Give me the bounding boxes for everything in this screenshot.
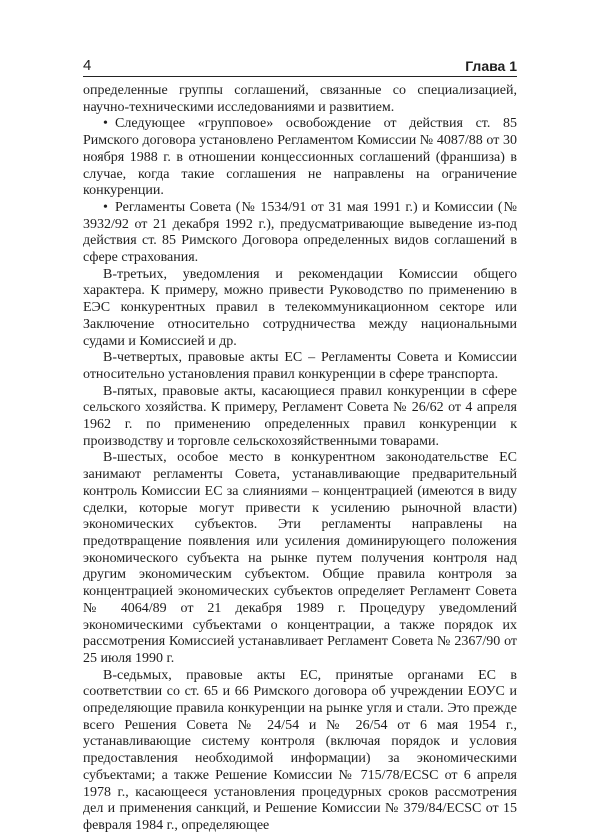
- paragraph: В-третьих, уведомления и рекомендации Комиссии общего характера. К примеру, можно привести Руководство по применению в ЕЭС конкурентных правил в телекоммуникационном секторе или Заключение относительно сотрудничества между национальными судами и Комиссией и др.: [83, 266, 517, 349]
- body-text: [83, 83, 517, 835]
- paragraph: В-шестых, особое место в конкурентном законодательстве ЕС занимают регламенты Совета, устанавливающие предварительный контроль Комиссии ЕС за слияниями – концентрацией (имеются в виду сделки, которые могут привести к усилению рыночной власти) экономических субъектов. Эти регламенты направлены на предотвращение появления или усиления доминирующего положения экономического субъекта на рынке путем получения контроля над другим экономическим субъектом. Общие правила контроля за концентрацией экономических субъектов определяет Регламент Совета № 4064/89 от 21 декабря 1989 г. Процедуру уведомлений экономическими субъектами о концентрации, а также порядок их рассмотрения Комиссией устанавливает Регламент Совета № 2367/90 от 25 июля 1990 г.: [83, 450, 517, 666]
- bullet-text: Следующее «групповое» освобождение от действия ст. 85 Римского договора установлено Регламентом Комиссии № 4087/88 от 30 ноября 1988 г. в отношении концессионных соглашений (франшиза) в случае, когда такие соглашения не направлены на ограничение конкуренции.: [83, 116, 517, 199]
- bullet-paragraph: [83, 200, 517, 267]
- paragraph-continuation: определенные группы соглашений, связанные со специализацией, научно-техническими исследованиями и развитием.: [83, 83, 517, 115]
- running-header: [83, 52, 517, 74]
- bullet-icon: •: [103, 199, 108, 215]
- header-rule: [83, 76, 517, 77]
- bullet-paragraph: [83, 116, 517, 200]
- paragraph: В-пятых, правовые акты, касающиеся правил конкуренции в сфере сельского хозяйства. К примеру, Регламент Совета № 26/62 от 4 апреля 1962 г. по применению определенных правил конкуренции к производству и торговле сельскохозяйственными товарами.: [83, 383, 517, 449]
- page-number: 4: [83, 57, 92, 74]
- paragraph: В-четвертых, правовые акты ЕС – Регламенты Совета и Комиссии относительно установления правил конкуренции в сфере транспорта.: [83, 350, 517, 382]
- bullet-text: Регламенты Совета (№ 1534/91 от 31 мая 1991 г.) и Комиссии (№ 3932/92 от 21 декабря 1992 г.), предусматривающие выведение из-под действия ст. 85 Римского Договора определенных видов соглашений в сфере страхования.: [83, 199, 517, 266]
- bullet-icon: •: [103, 116, 108, 132]
- paragraph: В-седьмых, правовые акты ЕС, принятые органами ЕС в соответствии со ст. 65 и 66 Римского договора об учреждении ЕОУС и определяющие правила конкуренции на рынке угля и стали. Это прежде всего Решения Совета № 24/54 и № 26/54 от 6 мая 1954 г., устанавливающие систему контроля (включая порядок и условия предоставления необходимой информации) за экономическими субъектами; а также Решение Комиссии № 715/78/ECSC от 6 апреля 1978 г., касающееся установления процедурных сроков рассмотрения дел и применения санкций, и Решение Комиссии № 379/84/ECSC от 15 февраля 1984 г., определяющее: [83, 667, 517, 833]
- chapter-title: Глава 1: [465, 58, 517, 74]
